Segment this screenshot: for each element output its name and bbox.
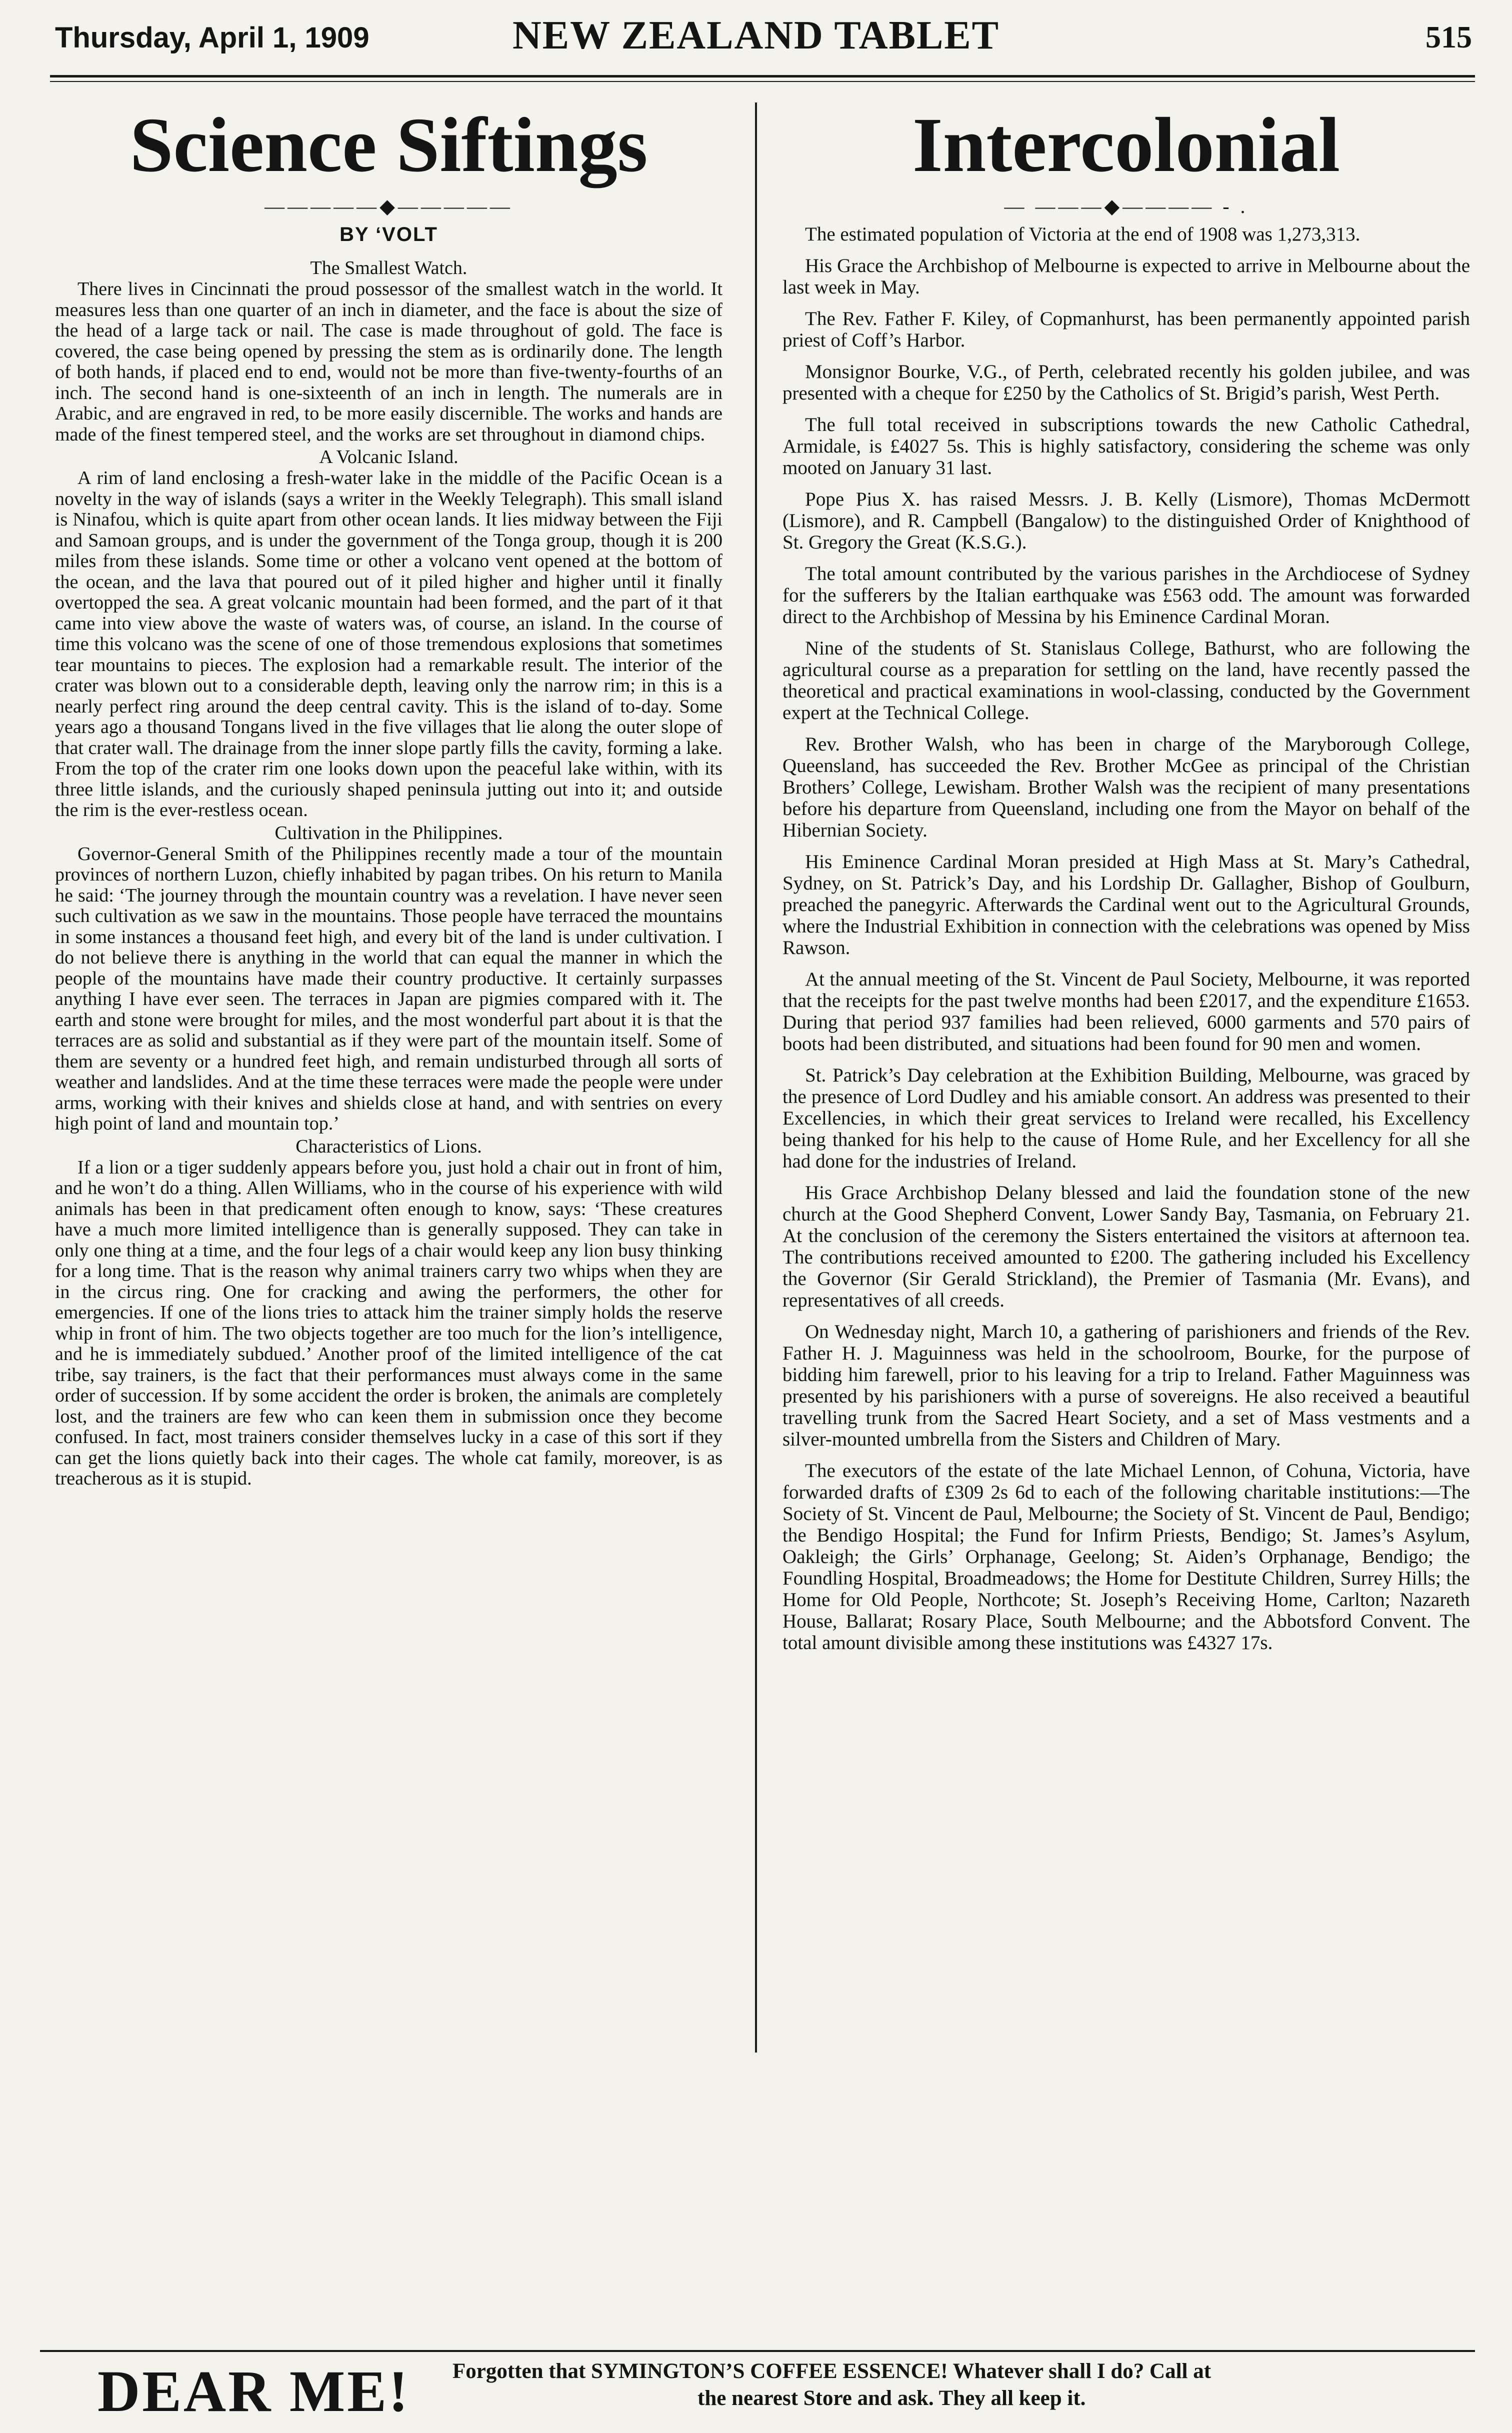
ornament-divider: — ———◆———— - . [1004, 195, 1248, 218]
news-item: Nine of the students of St. Stanislaus College, Bathurst, who are following the agricultural course as a preparation for settling on the land, have recently passed the theoretical and practical examinations in wool-classing, conducted by the Government expert at the Technical College. [782, 638, 1470, 724]
page-number: 515 [1426, 20, 1472, 54]
header-rule-bottom [50, 81, 1475, 82]
ornament-divider: —————◆————— [264, 195, 513, 218]
article-paragraph: If a lion or a tiger suddenly appears before you, just hold a chair out in front of him, and he won’t do a thing. Allen Williams, who in the course of his experience with wild animals has been in that predicament often enough to know, says: ‘These creatures have a much more limited intelligence than is generally supposed. They can take in only one thing at a time, and the four legs of a chair would keep any lion busy thinking for a long time. That is the reason why animal trainers carry two whips when they are in the circus ring. One for cracking and awing the performers, the other for emergencies. If one of the lions tries to attack him the trainer simply holds the reserve whip in front of him. The two objects together are too much for the lion’s intelligence, and he is immediately subdued.’ Another proof of the limited intelligence of the cat tribe, say trainers, is the fact that their performances must always come in the same order of succession. If by some accident the order is broken, the animals are completely lost, and the trainers are few who can keen them in submission once they become confused. In fact, most trainers consider themselves lucky in a case of this sort if they can get the lions quietly back into their cages. The whole cat family, moreover, is as treacherous as it is stupid. [55, 1156, 722, 1489]
news-item: At the annual meeting of the St. Vincent de Paul Society, Melbourne, it was reported that the receipts for the past twelve months had been £2017, and the expenditure £1653. During that period 937 families had been relieved, 6000 garments and 570 pairs of boots had been distributed, and situations had been found for 90 men and women. [782, 968, 1470, 1054]
news-item: On Wednesday night, March 10, a gathering of parishioners and friends of the Rev. Father H. J. Maguinness was held in the schoolroom, Bourke, for the purpose of bidding him farewell, prior to his leaving for a trip to Ireland. Father Maguinness was presented by his parishioners with a purse of sovereigns. He also received a beautiful travelling trunk from the Sacred Heart Society, and a set of Mass vestments and a silver-mounted umbrella from the Sisters and Children of Mary. [782, 1321, 1470, 1450]
news-item: His Grace Archbishop Delany blessed and laid the foundation stone of the new church at the Good Shepherd Convent, Lower Sandy Bay, Tasmania, on February 21. At the conclusion of the ceremony the Sisters entertained the visitors at afternoon tea. The contributions received amounted to £200. The gathering included his Excellency the Governor (Sir Gerald Strickland), the Premier of Tasmania (Mr. Evans), and representatives of all creeds. [782, 1182, 1470, 1311]
header-rule-top [50, 75, 1475, 78]
article-paragraph: There lives in Cincinnati the proud possessor of the smallest watch in the world. It measures less than one quarter of an inch in diameter, and the face is about the size of the head of a large tack or nail. The case is made throughout of gold. The face is covered, the case being opened by pressing the stem as is ordinarily done. The length of both hands, if placed end to end, would not be more than five-twenty-fourths of an inch. The second hand is one-sixteenth of an inch in length. The numerals are in Arabic, and are engraved in red, to be more easily discernible. The works and hands are made of the finest tempered steel, and the works are set throughout in diamond chips. [55, 278, 722, 445]
byline: BY ‘VOLT [340, 224, 438, 246]
advertisement-text-line1: Forgotten that SYMINGTON’S COFFEE ESSENCE! Whatever shall I do? Call at [452, 2360, 1212, 2383]
news-item: The Rev. Father F. Kiley, of Copmanhurst, has been permanently appointed parish priest of Coff’s Harbor. [782, 308, 1470, 351]
issue-date: Thursday, April 1, 1909 [55, 22, 370, 54]
section-heading: Science Siftings [130, 102, 648, 188]
footer-rule [40, 2350, 1475, 2352]
news-item: His Grace the Archbishop of Melbourne is expected to arrive in Melbourne about the last week in May. [782, 255, 1470, 298]
article-title: The Smallest Watch. [310, 258, 468, 278]
science-siftings-column [55, 102, 722, 2053]
article-title: Characteristics of Lions. [296, 1136, 482, 1157]
news-item: Monsignor Bourke, V.G., of Perth, celebrated recently his golden jubilee, and was presented with a cheque for £250 by the Catholics of St. Brigid’s parish, West Perth. [782, 361, 1470, 404]
news-item: St. Patrick’s Day celebration at the Exhibition Building, Melbourne, was graced by the presence of Lord Dudley and his amiable consort. An address was presented to their Excellencies, in which their great services to Ireland were recalled, his Excellency being thanked for his help to the cause of Home Rule, and her Excellency for all she had done for the industries of Ireland. [782, 1064, 1470, 1172]
advertisement-headline: DEAR ME! [98, 2358, 410, 2424]
section-heading: Intercolonial [912, 102, 1340, 188]
news-item: The total amount contributed by the various parishes in the Archdiocese of Sydney for the sufferers by the Italian earthquake was £563 odd. The amount was forwarded direct to the Archbishop of Messina by his Eminence Cardinal Moran. [782, 563, 1470, 628]
publication-title: NEW ZEALAND TABLET [512, 14, 1000, 58]
article-title: Cultivation in the Philippines. [274, 822, 503, 844]
news-item: The executors of the estate of the late Michael Lennon, of Cohuna, Victoria, have forwarded drafts of £309 2s 6d to each of the following charitable institutions:—The Society of St. Vincent de Paul, Melbourne; the Society of St. Vincent de Paul, Bendigo; the Bendigo Hospital; the Fund for Infirm Priests, Bendigo; St. James’s Asylum, Oakleigh; the Girls’ Orphanage, Geelong; St. Aiden’s Orphanage, Bendigo; the Foundling Hospital, Broadmeadows; the Home for Destitute Children, Surrey Hills; the Home for Old People, Northcote; St. Joseph’s Receiving Home, Carlton; Nazareth House, Ballarat; Rosary Place, South Melbourne; and the Abbotsford Convent. The total amount divisible among these institutions was £4327 17s. [782, 1460, 1470, 1654]
news-item: The full total received in subscriptions towards the new Catholic Cathedral, Armidale, is £4027 5s. This is highly satisfactory, considering the scheme was only mooted on January 31 last. [782, 414, 1470, 478]
advertisement-text-line2: the nearest Store and ask. They all keep it. [698, 2386, 1086, 2410]
news-item: The estimated population of Victoria at the end of 1908 was 1,273,313. [805, 224, 1360, 245]
news-item: Pope Pius X. has raised Messrs. J. B. Kelly (Lismore), Thomas McDermott (Lismore), and R. Campbell (Bangalow) to the distinguished Order of Knighthood of St. Gregory the Great (K.S.G.). [782, 488, 1470, 553]
article-title: A Volcanic Island. [319, 446, 458, 468]
article-paragraph: A rim of land enclosing a fresh-water lake in the middle of the Pacific Ocean is a novelty in the way of islands (says a writer in the Weekly Telegraph). This small island is Ninafou, which is quite apart from other ocean lands. It lies midway between the Fiji and Samoan groups, and is under the government of the Tonga group, though it is 200 miles from these islands. Some time or other a volcano vent opened at the bottom of the ocean, and the lava that poured out of it piled higher and higher until it finally overtopped the sea. A great volcanic mountain had been formed, and the part of it that came into view above the waste of waters was, of course, an island. In the course of time this volcano was the scene of one of those tremendous explosions that sometimes tear mountains to pieces. The explosion had a remarkable result. The interior of the crater was blown out to a considerable depth, leaving only the narrow rim; in this is a nearly perfect ring around the deep central cavity. This is the island of to-day. Some years ago a thousand Tongans lived in the five villages that lie along the outer slope of that crater wall. The drainage from the inner slope partly fills the cavity, forming a lake. From the top of the crater rim one looks down upon the peaceful lake within, with its three little islands, and the curiously shaped peninsula jutting out into it; and outside the rim is the ever-restless ocean. [55, 468, 722, 820]
intercolonial-column [782, 102, 1470, 2053]
news-item: His Eminence Cardinal Moran presided at High Mass at St. Mary’s Cathedral, Sydney, on St. Patrick’s Day, and his Lordship Dr. Gallagher, Bishop of Goulburn, preached the panegyric. Afterwards the Cardinal went out to the Agricultural Grounds, where the Industrial Exhibition in connection with the celebrations was opened by Miss Rawson. [782, 851, 1470, 958]
news-item: Rev. Brother Walsh, who has been in charge of the Maryborough College, Queensland, has succeeded the Rev. Brother McGee as principal of the Christian Brothers’ College, Lewisham. Brother Walsh was the recipient of many presentations before his departure from Queensland, including one from the Mayor on behalf of the Hibernian Society. [782, 734, 1470, 841]
article-paragraph: Governor-General Smith of the Philippines recently made a tour of the mountain provinces of northern Luzon, chiefly inhabited by pagan tribes. On his return to Manila he said: ‘The journey through the mountain country was a revelation. I have never seen such cultivation as we saw in the mountains. Those people have terraced the mountains in some instances a thousand feet high, and every bit of the land is under cultivation. I do not believe there is anything in the world that can equal the manner in which the people of the mountains have made their country productive. It certainly surpasses anything I have ever seen. The terraces in Japan are pigmies compared with it. The earth and stone were brought for miles, and the most wonderful part about it is that the terraces are as solid and substantial as if they were part of the mountain itself. Some of them are seventy or a hundred feet high, and remain undisturbed through all sorts of weather and landslides. And at the time these terraces were made the people were under arms, working with their knives and shields close at hand, and with sentries on every high point of land and mountain top.’ [55, 843, 722, 1134]
column-divider [755, 102, 757, 2052]
